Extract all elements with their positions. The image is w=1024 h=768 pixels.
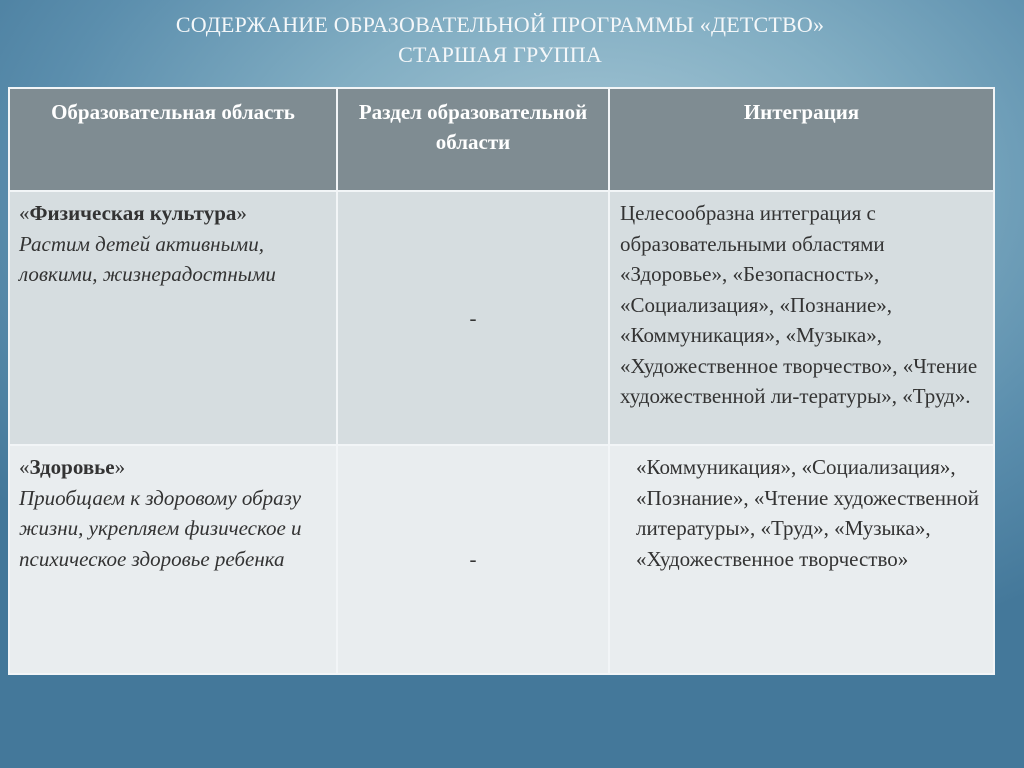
- section-cell: -: [337, 445, 609, 674]
- area-name-text: Физическая культура: [29, 201, 237, 225]
- area-description: Приобщаем к здоровому образу жизни, укрепляем физическое и психическое здоровье ребенка: [19, 485, 302, 571]
- program-table: [8, 87, 995, 675]
- header-area-section: Раздел образовательной области: [337, 88, 609, 191]
- integration-cell: [609, 445, 994, 674]
- integration-text: «Коммуникация», «Социализация», «Познание», «Чтение художественной литературы», «Труд», «Музыка», «Художественное творчество»: [636, 455, 979, 571]
- area-description: Растим детей активными, ловкими, жизнерадостными: [19, 231, 276, 286]
- section-cell: -: [337, 191, 609, 445]
- area-cell: [9, 191, 337, 445]
- table-row: [9, 191, 994, 445]
- area-name: «Физическая культура»: [19, 201, 247, 225]
- integration-cell: [609, 191, 994, 445]
- area-name: «Здоровье»: [19, 455, 126, 479]
- area-cell: [9, 445, 337, 674]
- header-row: [9, 88, 994, 191]
- table-row: [9, 445, 994, 674]
- integration-text: Целесообразна интеграция с образовательными областями «Здоровье», «Безопасность», «Социализация», «Познание», «Коммуникация», «Музыка», «Художественное творчество», «Чтение художественной ли-тературы», «Труд».: [620, 201, 978, 408]
- header-educational-area: Образовательная область: [9, 88, 337, 191]
- area-name-text: Здоровье: [29, 455, 115, 479]
- title-line-1: СОДЕРЖАНИЕ ОБРАЗОВАТЕЛЬНОЙ ПРОГРАММЫ «ДЕТСТВО»: [175, 12, 825, 37]
- title-line-2: СТАРШАЯ ГРУППА: [398, 42, 602, 67]
- header-integration: Интеграция: [609, 88, 994, 191]
- slide-title: [0, 10, 1000, 70]
